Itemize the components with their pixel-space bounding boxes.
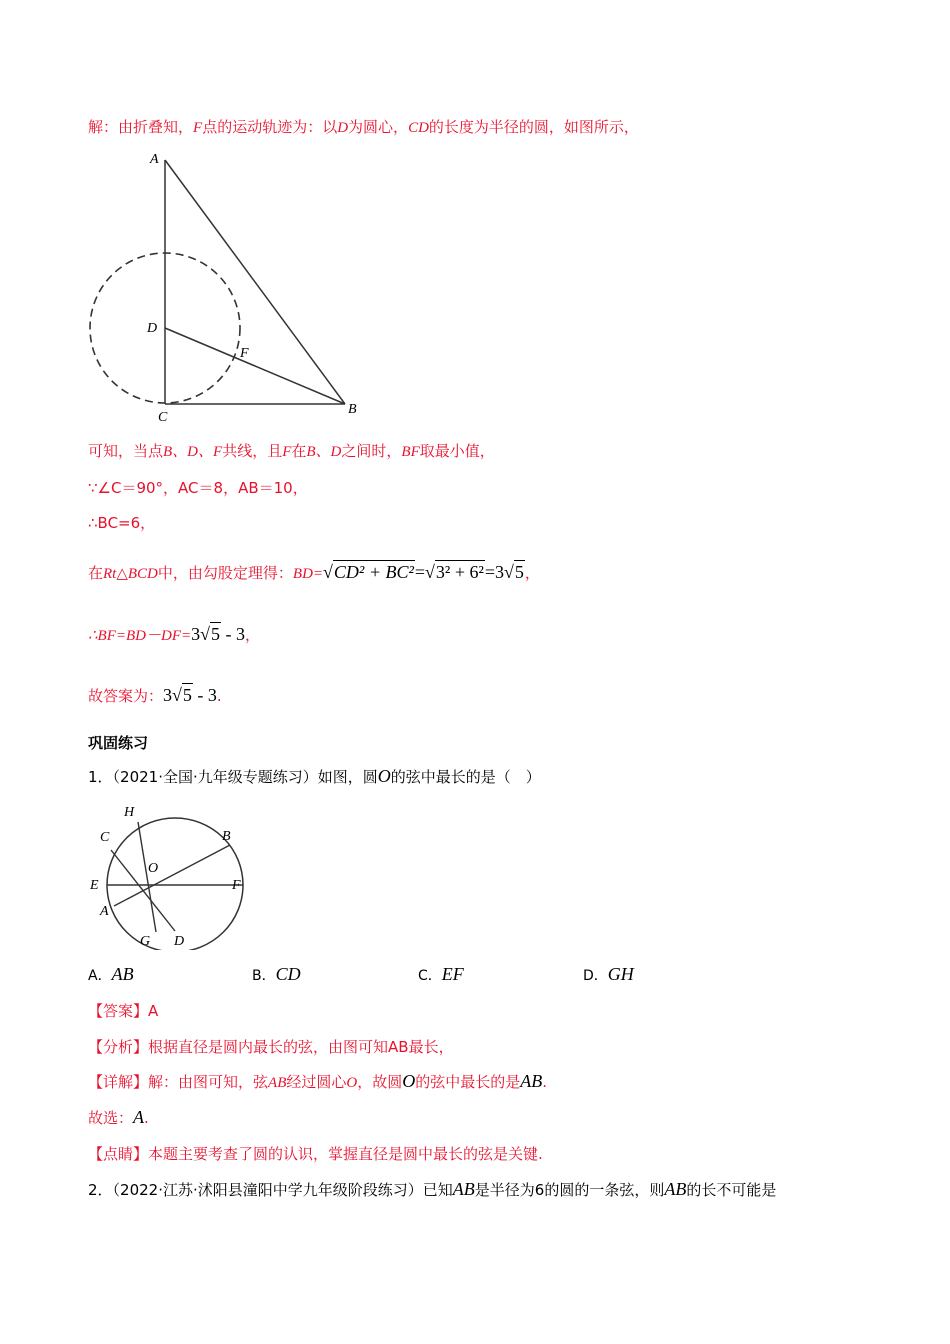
label-d: D	[147, 321, 158, 336]
label-e: E	[90, 878, 99, 893]
text: ，故圆	[357, 1073, 403, 1091]
text: 的圆的一条弦，则	[544, 1181, 665, 1199]
answer-tag: 【答案】	[88, 1002, 149, 1020]
segment-ab	[165, 160, 345, 404]
var-d: D	[337, 120, 349, 136]
text: 取最小值，	[419, 442, 495, 460]
section-heading: 巩固练习	[88, 734, 149, 752]
var-f: F	[193, 120, 203, 136]
label-h: H	[124, 805, 135, 820]
text: 在	[291, 442, 307, 460]
equals: =	[414, 562, 426, 582]
question-1	[88, 765, 541, 788]
text: .	[542, 1073, 548, 1091]
question-number: 1．	[88, 768, 113, 786]
label-a: A	[150, 152, 159, 167]
text: ，	[245, 626, 261, 644]
option-c[interactable]	[418, 964, 464, 985]
coef: 3	[191, 624, 201, 644]
option-value: EF	[441, 964, 464, 984]
label-c: C	[158, 410, 168, 425]
solution-line-3: ∵∠C＝90°，AC＝8，AB＝10，	[88, 479, 308, 497]
tail: - 3	[192, 685, 217, 705]
choose-value: A	[133, 1107, 145, 1127]
question-source: （2022·江苏·沭阳县潼阳中学九年级阶段练习）已知	[112, 1181, 453, 1199]
solution-line-2	[88, 440, 495, 463]
option-letter: B．	[252, 968, 276, 984]
option-value: CD	[275, 964, 301, 984]
option-d[interactable]	[583, 964, 634, 985]
triangle-name: Rt△BCD	[103, 566, 158, 582]
label-g: G	[140, 934, 151, 949]
text: ，	[524, 564, 540, 582]
label-f: F	[240, 346, 249, 361]
comment-line	[88, 1143, 543, 1165]
var-points: B、D、F	[163, 444, 223, 460]
text: 共线，且	[222, 442, 283, 460]
var-cd: CD	[408, 120, 429, 136]
label-o: O	[148, 861, 159, 876]
text: 是半径为	[474, 1181, 535, 1199]
text: 解：由折叠知，	[88, 118, 194, 136]
triangle-circle-figure	[80, 145, 380, 425]
question-stem: 的弦中最长的是（ ）	[390, 768, 541, 786]
comment-text: 本题主要考查了圆的认识，掌握直径是圆中最长的弦是关键.	[148, 1145, 543, 1163]
text: 可知，当点	[88, 442, 164, 460]
question-2	[88, 1178, 776, 1201]
text: 故答案为：	[88, 687, 164, 705]
radius-value: 6	[534, 1181, 545, 1199]
label-b: B	[222, 829, 231, 844]
text: .	[216, 687, 222, 705]
label-d: D	[174, 934, 185, 949]
option-letter: C．	[418, 968, 442, 984]
solution-line-6: ∴BF=BD－DF=3√5 - 3，	[88, 624, 261, 644]
text: 之间时，	[341, 442, 402, 460]
var-ab: AB	[268, 1075, 287, 1091]
answer-line	[88, 1000, 158, 1022]
text: 的弦中最长的是	[415, 1073, 521, 1091]
var-o: O	[402, 1071, 416, 1091]
option-b[interactable]	[252, 964, 301, 985]
solution-line-7: 故答案为：3√5 - 3.	[88, 685, 222, 705]
detail-tag: 【详解】	[88, 1073, 149, 1091]
result-coef: =3	[484, 562, 505, 582]
choose-line	[88, 1106, 149, 1129]
text: 在	[88, 564, 104, 582]
text: 为圆心，	[348, 118, 409, 136]
text: 经过圆心	[286, 1073, 347, 1091]
solution-line-4: ∴BC=6，	[88, 514, 156, 532]
analysis-text: 根据直径是圆内最长的弦，由图可知AB最长，	[148, 1038, 454, 1056]
radicand-1: CD² + BC²	[333, 562, 414, 582]
option-value: AB	[111, 964, 134, 984]
option-letter: A．	[88, 968, 112, 984]
radicand-2: 3² + 6²	[435, 562, 484, 582]
question-number: 2．	[88, 1181, 113, 1199]
analysis-tag: 【分析】	[88, 1038, 149, 1056]
var-ab: AB	[664, 1179, 687, 1199]
detail-line	[88, 1070, 547, 1094]
option-a[interactable]	[88, 964, 134, 985]
text: .	[144, 1109, 149, 1127]
chord-gh	[138, 822, 159, 932]
var-o: O	[346, 1075, 358, 1091]
question-source: （2021·全国·九年级专题练习）如图，圆	[112, 768, 378, 786]
var-o: O	[377, 766, 391, 786]
option-value: GH	[607, 964, 634, 984]
label-a: A	[100, 904, 109, 919]
radicand-3: 5	[514, 562, 524, 582]
segment-db	[165, 328, 345, 404]
radicand: 5	[211, 624, 220, 644]
var-bd: BD=	[292, 566, 324, 582]
coef: 3	[163, 685, 173, 705]
label-f: F	[232, 878, 241, 893]
text: 中，由勾股定理得：	[157, 564, 293, 582]
answer-value: A	[148, 1002, 159, 1020]
chord-cd	[111, 850, 175, 931]
text: 解：由图可知，弦	[148, 1073, 269, 1091]
var-ab: AB	[520, 1071, 543, 1091]
tail: - 3	[221, 624, 245, 644]
label-b: B	[348, 402, 357, 417]
text: 故选：	[88, 1109, 134, 1127]
var-ab: AB	[452, 1179, 475, 1199]
solution-line-1	[88, 116, 639, 139]
var-f: F	[282, 444, 292, 460]
comment-tag: 【点睛】	[88, 1145, 149, 1163]
var-bf: BF	[401, 444, 420, 460]
text: 的长不可能是	[686, 1181, 777, 1199]
analysis-line	[88, 1036, 454, 1058]
label-c: C	[100, 830, 110, 845]
radicand: 5	[182, 685, 192, 705]
var-bd: B、D	[306, 444, 342, 460]
circle-chords-figure	[80, 798, 260, 950]
option-letter: D．	[583, 968, 608, 984]
text: 的长度为半径的圆，如图所示，	[428, 118, 639, 136]
solution-line-5: 在Rt△BCD中，由勾股定理得：BD=√CD² + BC²=√3² + 6²=3√5，	[88, 562, 540, 582]
text: ∴BF=BD－DF=	[88, 628, 192, 644]
text: 点的运动轨迹为：以	[202, 118, 338, 136]
